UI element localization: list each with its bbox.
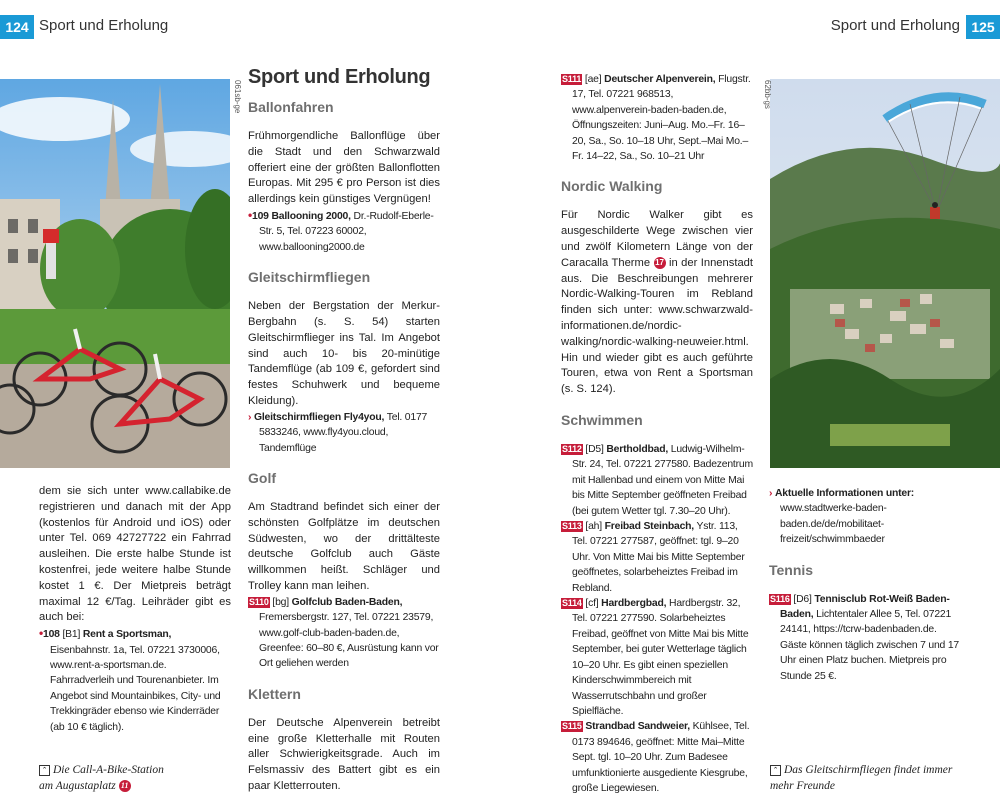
- listing-grid: [ae]: [582, 74, 605, 85]
- bullet-icon: •: [39, 626, 44, 641]
- listing-name: Hardbergbad,: [601, 598, 667, 610]
- heading-nordic-walking: Nordic Walking: [561, 178, 663, 195]
- caption-right: [770, 762, 995, 794]
- listing-grid: [D6]: [790, 593, 815, 605]
- nordic-text-a: Für Nordic Walker gibt es ausgeschilderte Wege zwischen vier und zwölf Kilometern Länge von der Caracalla Therme: [561, 209, 753, 269]
- heading-klettern: Klettern: [248, 685, 301, 702]
- listing-code: S113: [562, 521, 582, 532]
- listing-code: S114: [562, 598, 582, 609]
- listing-code: S112: [562, 444, 582, 454]
- listing-name: Strandbad Sandweier,: [585, 721, 690, 733]
- running-title-right: Sport und Erholung: [830, 17, 960, 34]
- listing-grid: [ah]: [582, 521, 605, 533]
- caption-right-line2: mehr Freunde: [770, 780, 836, 792]
- photo-caption-icon: ⌃: [39, 765, 50, 776]
- photo-bike-station-illustration: [0, 79, 230, 468]
- caption-right-line1: Das Gleitschirmfliegen findet immer: [784, 764, 953, 776]
- ballon-paragraph: Frühmorgendliche Ballonflüge über die Stadt und den Schwarzwald offeriert eine der größten Ballonflotten Europas. Mit 295 € pro Person ist dies allerdings kein günstiges Vergnügen!: [248, 130, 440, 206]
- klettern-paragraph: Der Deutsche Alpenverein betreibt eine große Kletterhalle mit Routen aller Schwierigkeitsgrade. Auch im Felsmassiv des Battert gibt es ein paar Kletterrouten.: [248, 716, 440, 792]
- photo-credit-right: 62bb-gs: [763, 80, 772, 109]
- listing-code: S110: [249, 596, 269, 607]
- heading-ballonfahren: Ballonfahren: [248, 99, 334, 115]
- nordic-text-b: in der Innenstadt aus. Die Beschreibungen mehrerer Nordic-Walking-Touren im Rebland finden sich unter: www.schwarzwald-informationen.de/nordic-walking/nordic-walking-neuweier.html. Hin und wieder gibt es auch geführte Touren, etwa von Rent a Sportsman (s. S. 124).: [561, 256, 753, 396]
- column-1: [39, 484, 231, 735]
- bullet-icon: •: [248, 207, 253, 222]
- heading-tennis: Tennis: [769, 561, 814, 578]
- listing-freibad-steinbach: [561, 519, 753, 596]
- map-ref-badge: 11: [119, 780, 131, 792]
- listing-grid: [D5]: [582, 444, 607, 455]
- listing-hardbergbad: [561, 596, 753, 719]
- page-number-left: 124: [0, 15, 34, 39]
- listing-info: Dr.-Rudolf-Eberle-Str. 5, Tel. 07223 60002, www.ballooning2000.de: [259, 210, 434, 253]
- listing-name: Golfclub Baden-Baden,: [291, 596, 403, 608]
- listing-grid: [B1]: [59, 629, 83, 641]
- column-3: [561, 72, 753, 796]
- photo-credit-left: 061sb-ge: [233, 80, 242, 114]
- chapter-title: Sport und Erholung: [248, 66, 431, 88]
- page-number-right: 125: [966, 15, 1000, 39]
- listing-bertholdbad: [561, 442, 753, 519]
- listing-grid: [cf]: [582, 598, 602, 610]
- listing-tennisclub: [769, 592, 961, 684]
- listing-ballooning-2000: [248, 208, 440, 255]
- listing-name: Tennisclub Rot-Weiß Baden-Baden,: [780, 593, 950, 621]
- photo-paraglider-illustration: [770, 79, 1000, 468]
- running-title-left: Sport und Erholung: [39, 17, 169, 34]
- listing-info: Kühlsee, Tel. 0173 894646, geöffnet: Mitte Mai–Mitte Sept. tgl. 10–20 Uhr. Zum Badesee umfunktionierte ausgediente Kiesgrube, große Liegewiesen.: [572, 721, 750, 794]
- info-link: www.stadtwerke-baden-baden.de/de/mobilitaet-freizeit/schwimmbaeder: [780, 503, 887, 546]
- listing-info: Hardbergstr. 32, Tel. 07221 277590. Solarbeheiztes Freibad, geöffnet von Mitte Mai bis Mitte September, bei guter Wetterlage täglich 10–20 Uhr. Es gibt einen speziellen Kinderschwimmbereich mit Wasserrutschbahn und großer Spielfläche.: [572, 598, 749, 717]
- heading-schwimmen: Schwimmen: [561, 412, 643, 428]
- photo-bike-station: [0, 79, 230, 468]
- caption-left-line1: Die Call-A-Bike-Station: [53, 764, 164, 776]
- column-2: [248, 66, 440, 795]
- listing-info: Ystr. 113, Tel. 07221 277587, geöffnet: tgl. 9–20 Uhr. Von Mitte Mai bis Mitte September geöffnetes, solarbeheiztes Freibad im Rebland.: [572, 521, 745, 594]
- listing-name: Ballooning 2000,: [271, 210, 351, 222]
- listing-info: Ludwig-Wilhelm-Str. 24, Tel. 07221 277580. Badezentrum mit Hallenbad und einem von Mitte Mai bis Mitte September geöffneten Freibad (bei gutem Wetter tgl. 7.30–20 Uhr).: [572, 444, 753, 517]
- listing-info: Lichtentaler Allee 5, Tel. 07221 24141, https://tcrw-badenbaden.de. Gäste können täglich zwischen 7 und 17 Uhr einen Platz buchen. Mietpreis pro Stunde 25 €.: [780, 609, 959, 682]
- listing-fly4you: [248, 410, 440, 456]
- listing-name: Bertholdbad,: [606, 444, 669, 455]
- listing-info: Tel. 0177 5833246, www.fly4you.cloud, Tandemflüge: [259, 411, 428, 454]
- heading-gleitschirmfliegen: Gleitschirmfliegen: [248, 269, 371, 286]
- info-label: Aktuelle Informationen unter:: [774, 488, 915, 499]
- listing-code: S115: [562, 721, 582, 732]
- listing-alpenverein: [561, 72, 753, 164]
- gleit-paragraph: Neben der Bergstation der Merkur-Bergbahn (s. S. 54) starten Gleitschirmflieger ins Tal. Im Angebot sind auch 10- bis 20-minütige Tandemflüge (ab 109 €, gefordert sind festes Schuhwerk und bequeme Kleidung).: [248, 300, 440, 407]
- info-schwimmbaeder: [769, 486, 961, 548]
- listing-grid: [bg]: [269, 596, 292, 608]
- listing-strandbad-sandweier: [561, 719, 753, 796]
- listing-info: Flugstr. 17, Tel. 07221 968513, www.alpenverein-baden-baden.de, Öffnungszeiten: Juni–Aug. Mo.–Fr. 16–20, Sa., So. 10–18 Uhr, Sept.–Mai Mo.–Fr. 14–22, Sa., So. 10–21 Uhr: [572, 74, 751, 163]
- listing-name: Freibad Steinbach,: [604, 521, 694, 533]
- listing-name: Gleitschirmfliegen Fly4you,: [253, 411, 385, 423]
- map-ref-badge: 17: [655, 257, 664, 267]
- arrow-icon: ›: [769, 488, 773, 499]
- golf-paragraph: Am Stadtrand befindet sich einer der schönsten Golfplätze im deutschen Südwesten, wo der drittälteste deutsche Golfclub auch Gäste willkommen heißt. Schläger und Trolley kann man leihen.: [248, 501, 440, 592]
- listing-code: 108: [43, 629, 60, 641]
- caption-left-line2: am Augustaplatz: [39, 780, 116, 792]
- heading-golf: Golf: [248, 470, 276, 486]
- photo-paraglider: [770, 79, 1000, 468]
- callabike-paragraph: dem sie sich unter www.callabike.de registrieren und danach mit der App (kostenlos für Android und iOS) oder unter Tel. 069 42727722 ein Fahrrad ausleihen. Die erste halbe Stunde ist kostenfrei, jede weitere halbe Stunde kostet 1 €. Der Mietpreis beträgt maximal 12 €/Tag. Leihräder gibt es auch bei:: [39, 485, 231, 624]
- listing-info: Fremersbergstr. 127, Tel. 07221 23579, www.golf-club-baden-baden.de, Greenfee: 60–80 €, Ausrüstung kann vor Ort geliehen werden: [259, 612, 439, 670]
- listing-code: S116: [770, 593, 790, 604]
- listing-name: Deutscher Alpenverein,: [604, 74, 716, 85]
- photo-caption-icon: ⌃: [770, 765, 781, 776]
- listing-code: 109: [252, 210, 269, 222]
- listing-rent-a-sportsman: [39, 626, 231, 735]
- column-4: [769, 486, 961, 684]
- nordic-paragraph: [561, 208, 753, 398]
- listing-code: S111: [562, 74, 582, 84]
- caption-left: [39, 762, 229, 794]
- arrow-icon: ›: [248, 411, 252, 423]
- listing-golfclub: [248, 595, 440, 672]
- listing-info: Eisenbahnstr. 1a, Tel. 07221 3730006, www.rent-a-sportsman.de. Fahrradverleih und Tourenanbieter. Im Angebot sind Mountainbikes, City- und Trekkingräder ebenso wie Kinderräder (ab 10 € täglich).: [50, 644, 221, 733]
- listing-name: Rent a Sportsman,: [82, 629, 172, 641]
